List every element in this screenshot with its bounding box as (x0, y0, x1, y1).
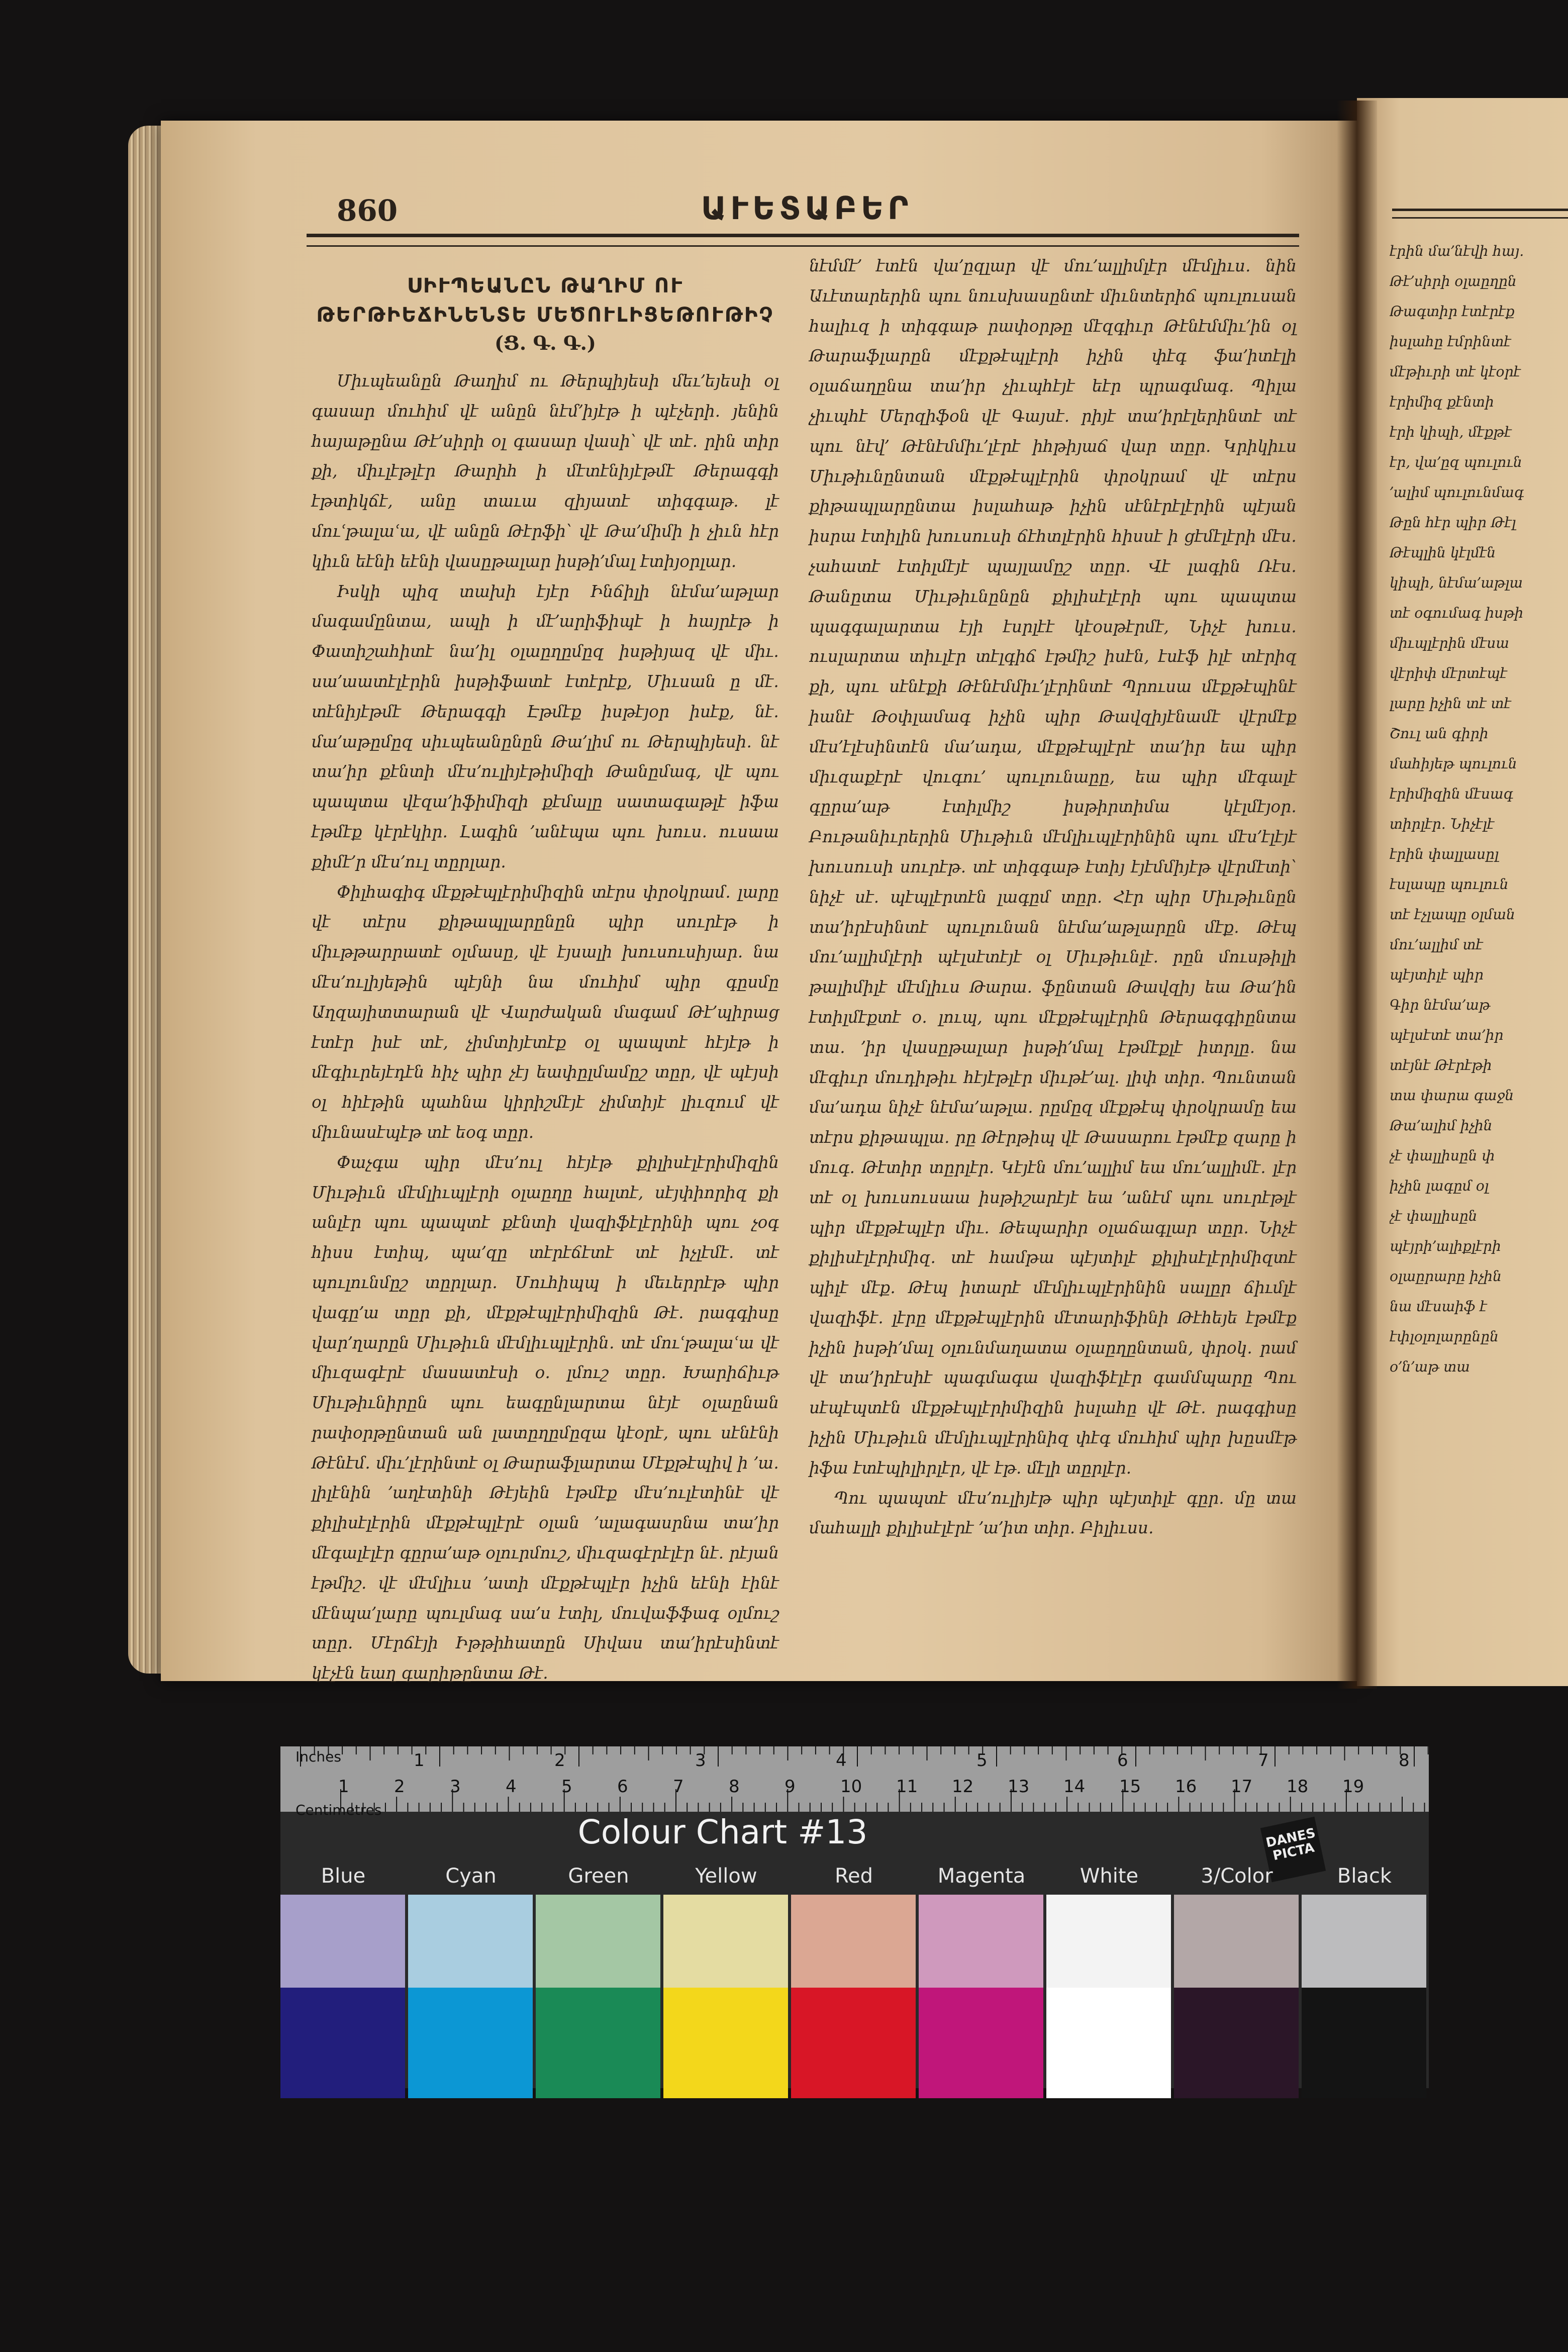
inch-tick-label: 3 (695, 1750, 706, 1771)
right-column (809, 251, 1297, 1543)
article-title: ՍԻՒՊԵԱՆԸՆ ԹԱՂԻՄ ՈՒ ԹԵՐԹԻԵՃԻՆԵՆՏԵ ՄԵԾՈՒԼԻՑԵԹՈՒԹԻՉ (316, 274, 774, 327)
brand-logo: DANES PICTA (1260, 1817, 1326, 1882)
swatch-dark-green (536, 1988, 660, 2098)
right-page-line: Շուլ ան գիրի (1390, 725, 1489, 742)
cm-tick-label: 9 (785, 1777, 796, 1797)
cm-tick-label: 12 (952, 1777, 974, 1797)
right-page-rule (1392, 209, 1568, 211)
right-page-line: վէրիփ մէրտէպէ (1390, 665, 1507, 681)
cm-tick-label: 15 (1119, 1777, 1141, 1797)
cm-tick-label: 11 (896, 1777, 918, 1797)
cm-tick-label: 7 (673, 1777, 684, 1797)
cm-tick-label: 18 (1287, 1777, 1309, 1797)
swatch-label: Black (1337, 1865, 1392, 1888)
right-page-line: Գիր նէմա՚աթ (1390, 997, 1491, 1013)
right-page-line: չէ փալլիսըն (1390, 1208, 1478, 1224)
right-page-line: մահիյեթ պուլուն (1390, 755, 1517, 772)
swatch-dark-cyan (408, 1988, 533, 2098)
right-page-line: կիպի, նէմա՚աթլա (1390, 574, 1523, 591)
swatch-dark-yellow (663, 1988, 788, 2098)
inch-tick-label: 8 (1399, 1750, 1410, 1771)
cm-tick-label: 4 (506, 1777, 517, 1797)
right-page-line: օ՚ն՚աթ տա (1390, 1358, 1470, 1375)
article-byline: (Ց. Գ. Գ.) (495, 332, 596, 354)
swatch-label: Magenta (937, 1865, 1026, 1888)
swatch-label: Cyan (445, 1865, 497, 1888)
right-page-line: Թագտիր էտէրէք (1390, 303, 1515, 320)
inch-tick-label: 4 (836, 1750, 847, 1771)
ruler-cm-label: Centimetres (296, 1802, 382, 1818)
right-page-line: նա մէսաիֆ է (1390, 1298, 1487, 1315)
paragraph: Իսկի պիզ տախի էյէր Ինճիլի նէմա՚աթլար մագամընտա, ապի ի մէ՚արիֆիպէ ի հայրէթ ի Փատիշահիտէ նա՚իլ օլաըղըմըզ իսթիյազ վէ միւ․ սա՚աատէլէրին իսթիֆատէ էտէրէք, Միւսան ը մէ․ տէնիյէթմէ Թերագգի Էթմէք իսթէյօր իսէք, նէ․ մա՚աթըմըզ սիւպեանընըն Թա՚լիմ ու Թերպիյեսի․ նէ տա՚իր քէնտի մէս՚ուլիյէթիմիզի Թանըմագ, վէ պու պապտա վէզա՚իֆիմիզի քէմալը սատագաթլէ իֆա էթմէք կէրէկիր․ Լագին ՚անէպա պու խուս․ ուսաա քիմէ՚ր մէս՚ուլ տըրլար․ (312, 581, 779, 871)
cm-tick-label: 2 (394, 1777, 405, 1797)
inch-tick-label: 2 (554, 1750, 565, 1771)
right-page-line: էրի կիպի, մէքթէ (1390, 424, 1512, 440)
cm-tick-label: 5 (561, 1777, 572, 1797)
swatch-label: White (1080, 1865, 1139, 1888)
inch-tick-label: 1 (414, 1750, 425, 1771)
right-page-line: մէթիւրի տէ կէօրէ (1390, 363, 1521, 380)
swatch-label: Green (568, 1865, 629, 1888)
right-page-line: Թըն հէր պիր Թէլ (1390, 514, 1516, 531)
swatch-dark-3-color (1174, 1988, 1299, 2098)
header-rule-thin (307, 245, 1299, 247)
swatch-label: 3/Color (1201, 1865, 1273, 1888)
right-page-line: մու՚ալլիմ տէ (1390, 936, 1483, 953)
right-page-text (1390, 236, 1568, 1643)
page-number: 860 (337, 193, 398, 228)
right-page-line: չէ փալլիսըն փ (1390, 1147, 1495, 1164)
right-page-line: Թէ՚սիրի օլաըղըն (1390, 273, 1517, 289)
right-page-line: իսլահը էմրինտէ (1390, 333, 1511, 350)
right-page-line: լարը իչին տէ տէ (1390, 695, 1511, 712)
right-page-line: Թէպլին կէլմէն (1390, 544, 1496, 561)
paragraph: Փիլհագիգ մէքթէպլէրիմիզին տէրս փրօկրամ․ լարը վէ տէրս քիթապլարընըն պիր սուրէթ ի միւթթարրատէ օլմասը, վէ էյսալի խուսուսիյար․ նա մէս՚ուլիյեթին պէյնի նա մուհիմ պիր գըսմը Աղզայիտտարան վէ Վարժական մագամ Թէ՚պիրաց էտէր իսէ տէ, չիմտիյէտէք օլ պապտէ հէյէթ ի մէգիւրեյէդէն հիչ պիր չէյ եափըլմամըշ տըր, վէ պէյսի օլ հիէթին պահնա կիրիշմէյէ չիմտիյէ լիւզում վէ միւնասէպէթ տէ եօգ տըր․ (312, 882, 779, 1142)
right-page-line: իչին լագըմ օլ (1390, 1178, 1489, 1194)
swatch-label: Yellow (695, 1865, 757, 1888)
cm-tick-label: 3 (450, 1777, 461, 1797)
right-page-line: տէ էչլապը օլման (1390, 906, 1515, 923)
header-rule (307, 234, 1299, 237)
swatch-dark-blue (280, 1988, 405, 2098)
inch-tick-label: 6 (1117, 1750, 1128, 1771)
cm-tick-label: 14 (1063, 1777, 1086, 1797)
right-page-line: պէլսէտէ տա՚իր (1390, 1027, 1504, 1043)
paragraph: նէմմէ՚ էտէն վա՚ըզլար վէ մու՚ալլիմլէր մէմլիւս․ նին Աւէտարերին պու նուսխասընտէ միւնտերիճ պուլուսան հալիւզ ի տիգգաթ րափօրթը մէզգիւր Թէնէմմիւ՚ին օլ Թարաֆլարըն մէքթէպլէրի իչին փէգ ֆա՚իտէլի օլաճաղընա տա՚իր չիւպհէյէ եէր պրագմագ․ Պիլա չիւպհէ Մերզիֆօն վէ Գայսէ․ րիյէ տա՚իրէլերինտէ տէ պու նէվ՚ Թէնէմմիւ՚լէրէ իհթիյաճ վար տըր․ Կրիկիւս Միւթիւնընտան մէքթէպլէրին փրօկրամ վէ տէրս քիթապլարընտա իսլահաթ իչին սէնէրէլէրին պէյան իսրա էտիլին խուսուսի ճէհտլէրին հիսսէ ի ցէմէլէրի մէս․ չահատէ էտիլմէյէ պայլամըշ տըր․ Վէ լագին Ռէս․ Թանըտա Միւթիւնընըն քիլիսէլէրի պու պապտա պագգալարտա էյի էսրլէէ կէօսթէրմէ, Նիչէ խուս․ ուսլարտա տիւլէր տէլգիճ էթմիշ իսէն, էսէֆ իլէ տէրիզ քի, պու սէնէքի Թէնէմմիւ՚լէրինտէ Պրուսա մէքթէպինէ իանէ Թօփլամագ իչին պիր Թավզիյէնամէ վէրմէք մէս՚էլէսինտէն մա՚ադա, մէքթէպլէրէ տա՚իր եա պիր միւզաքէրէ վուգու՚ պուլունաըը, եա պիր մէգալէ գըրա՚աթ էտիլմիշ իսթիրտիմա կէլմէյօր․ Բութանիւրերին Միւթիւն մէմլիւպլէրինին պու մէս՚էլէյէ խուսուսի սուրէթ․ տէ տիգգաթ էտիյ էյէմմիյէթ վէրմէտի՝ նիչէ սէ․ պէպլէրտէն լագըմ տըր․ Հէր պիր Միւթիւնըն տա՚իրէսինտէ պուլունան նէմա՚աթլարըն մէք․ Թէպ մու՚ալլիմլէրի պէլսէտէյէ օլ Միւթիւնլէ․ րըն մուսթիլի թալիմիլէ մէմլիւս Թարա․ ֆընտան Թավզիյ եա Թա՚ին էտիլմէքտէ օ․ լուպ, պու մէքթէպլէրին Թերագգիընտա տա․ ՚իր վասըթալար իսթի՚մալ էթմէքլէ իտրլը․ նա մէգիւր մուդիթիւ հէյէթլէր միւթէ՚ալ․ լիփ տիր․ Պունտան մա՚ադա նիչէ նէմա՚աթլա․ րըմըզ մէքթէպ փրօկրամը եա տէրս քիթապլա․ րը Թէրթիպ վէ Թասարու էթմէք զարը ի մուգ․ Թէտիր տըրլէր․ Կէյէն մու՚ալլիմ եա մու՚ալլիմէ․ լէր տէ օլ խուսուսաա իսթիշարէյէ եա ՚անէմ պու սուրէթլէ պիր մէքթէպլէր միւ․ Թեպարիր օլաճագլար տըր․ Նիչէ քիլիսէլէրիմիզ․ տէ համթա պէյտիլէ քիլիսէլէրիմիզտէ պիլէ մէք․ Թէպ իտարէ մէմլիւպլէրինին սալըր ճիւմլէ վազիֆէ․ լէրը մէքթէպլէրին մէտարիֆինի Թէհեյե էթմէք իչին իսթի՚մալ օլունմաղատա օլաըղընտան, փրօկ․ րամ վէ տա՚իրէսիէ պագմագա վազիֆէլէր գամմպարը Պու սէպէպտէն մէքթէպլէրիմիզին իսլահը վէ Թէ․ րագգիսը իչին Միւթիւն մէմլիւպլէրինիզ փէգ մուհիմ պիր խըսմէթ իֆա էտէպիլիրլէր, վէ էթ․ մէլի տըրլէր․ (809, 256, 1297, 1478)
right-page-line: էր, վա՚ըզ պուլուն (1390, 454, 1522, 470)
right-page-line: տիրլէր․ Նիչէլէ (1390, 816, 1495, 832)
right-page-line: էրիմիզին մէսագ (1390, 786, 1513, 802)
inch-tick-label: 7 (1258, 1750, 1269, 1771)
right-page-line: էրիմիզ քէնտի (1390, 394, 1494, 410)
inch-tick-label: 5 (976, 1750, 988, 1771)
right-page-line: պէյտիլէ պիր (1390, 966, 1484, 983)
swatch-dark-red (791, 1988, 916, 2098)
ruler (280, 1746, 1429, 1818)
book-gutter (1337, 101, 1377, 1689)
right-page-rule-thin (1392, 217, 1568, 219)
swatch-dark-black (1302, 1988, 1426, 2098)
cm-tick-label: 17 (1231, 1777, 1253, 1797)
right-page-line: էփլօլոլարընըն (1390, 1328, 1499, 1345)
swatch-dark-white (1046, 1988, 1171, 2098)
right-page-line: ՚ալիմ պուլունմագ (1390, 484, 1524, 501)
swatch-label: Blue (321, 1865, 366, 1888)
right-page-line: տէյնէ Թէրէթի (1390, 1057, 1492, 1073)
right-page-line: օլաըրարը իչին (1390, 1268, 1502, 1285)
right-page-line: էրին մա՚նէվի հայ․ (1390, 243, 1524, 259)
right-page-line: միւպլէրին մէսա (1390, 635, 1509, 651)
right-page-line: էսլապը պուլուն (1390, 876, 1509, 893)
right-page-line: տէ օգումագ իսթի (1390, 605, 1524, 621)
chart-title: Colour Chart #13 (577, 1813, 868, 1851)
cm-tick-label: 6 (617, 1777, 628, 1797)
paragraph: Պու պապտէ մէս՚ուլիյէթ պիր պէյտիլէ գըր․ մը տա մահալլի քիլիսէլէրէ ՚ա՚իտ տիր․ Բիլիւսս․ (809, 1488, 1297, 1538)
paragraph: Փաչգա պիր մէս՚ուլ հէյէթ քիլիսէլէրիմիզին Միւթիւն մէմլիւպլէրի օլաըղը հալտէ, սէյփիորիզ քի անլէր պու պապտէ քէնտի վազիֆէլէրինի պու չօգ հիսս էտիպ, պա՚զը տէրէճէտէ տէ իչլէմէ․ տէ պուլունմըշ տըրլար․ Մուհիպպ ի մեւերրէթ պիր վագը՚ա տըր քի, մէքթէպլէրիմիզին Թէ․ րագգիսը վար՚ղարըն Միւթիւն մէմլիւպլէրին․ տէ մուՙթալաՙա վէ միւզագէրէ մասատէսի օ․ լմուշ տըր․ Խարիճիւթ Միւթիւնիրըն պու եագընլարտա նէյէ օլաընան րափօրթընտան ան լատըղըմըզա կէօրէ, պու սէնէնի Թէնէմ․ միւ՚լէրինտէ օլ Թարաֆլարտա Մէքթէպիվ ի ՚ա․ լիլէնին ՚աղէտինի Թէյեին էթմէք մէս՚ուլէտինէ վէ քիլիսէլէրին մէքթէպլէրէ օլան ՚ալագասրնա տա՚իր մէգալէլէր գըրա՚աթ օլուրմուշ, միւզագէրէլէր նէ․ րէյան էթմիշ․ վէ մէմլիւս ՚ատի մէքթէպլէր իչին եէնի էինէ մէնպա՚լարը պուլմագ սա՚ս էտիլ, մուվաֆֆագ օլմուշ տըր․ Մէրճէյի Իթթիհատըն Սիվաս տա՚իրէսինտէ կէչէն եաղ գարիթընտա Թէ․ (312, 1152, 779, 1683)
right-page-line: էրին փալլասըլ (1390, 846, 1499, 862)
cm-tick-label: 10 (840, 1777, 862, 1797)
right-page-line: պէյրի՚ալիքլէրի (1390, 1238, 1501, 1254)
cm-tick-label: 8 (729, 1777, 740, 1797)
paragraph: Միւպեանըն Թաղիմ ու Թերպիյեսի մեւ՚եյեսի օլ գասար մուհիմ վէ անըն նէմ՚իյէթ ի պէչերի․ յենին հայաթընա Թէ՚սիրի օլ գասար վասի՝ վէ տէ․ րին տիր քի, միւլէթլէր Թարիհ ի մէտէնիյէթմէ Թերագգի էթտիկճէ, անը տաւա զիյատէ տիգգաթ․ լէ մուՙթալաՙա, վէ անըն Թէրֆի՝ վէ Թա՚միմի ի չիւն հէր կիւն եէնի եէնի վասըթալար իսթի՚մալ էտիյօրլար․ (312, 371, 779, 571)
swatch-dark-magenta (919, 1988, 1043, 2098)
ruler-inches-label: Inches (296, 1748, 341, 1765)
colour-chart (280, 1746, 1429, 2088)
left-column (312, 271, 779, 1689)
right-page-line: տա փարա գաջն (1390, 1087, 1514, 1104)
running-title: ԱՒԵՏԱԲԵՐ (701, 190, 913, 227)
right-page-line: Թա՚ալիմ իչին (1390, 1117, 1493, 1134)
cm-tick-label: 19 (1342, 1777, 1364, 1797)
cm-tick-label: 16 (1175, 1777, 1197, 1797)
swatch-label: Red (835, 1865, 873, 1888)
cm-tick-label: 1 (338, 1777, 349, 1797)
cm-tick-label: 13 (1008, 1777, 1030, 1797)
